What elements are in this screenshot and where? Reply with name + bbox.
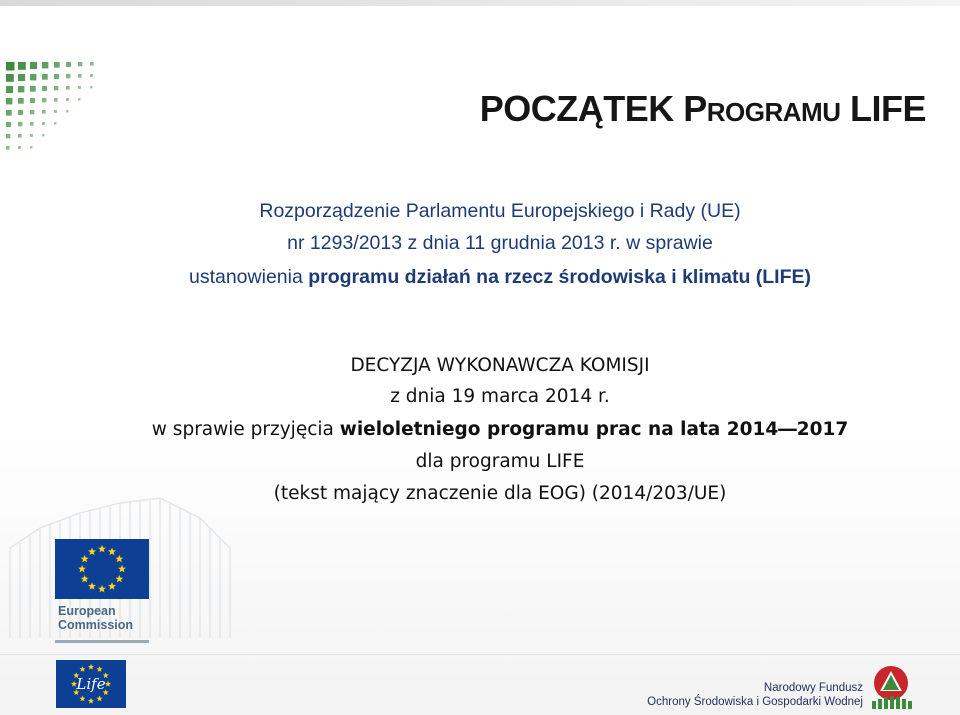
green-dot <box>90 86 93 89</box>
green-dot <box>42 74 48 80</box>
green-dot <box>18 122 22 126</box>
regulation-line-3-normal: ustanowienia <box>188 266 309 288</box>
life-logo-text: Life <box>76 675 106 693</box>
ec-underline <box>55 640 149 643</box>
nfosigw-line-2: Ochrony Środowiska i Gospodarki Wodnej <box>647 696 863 708</box>
green-dot <box>54 98 58 102</box>
ec-line-2: Commission <box>58 618 134 632</box>
green-dot <box>18 86 24 92</box>
decision-line-1: DECYZJA WYKONAWCZA KOMISJI <box>350 355 650 376</box>
decision-line-3-normal: w sprawie przyjęcia <box>151 419 340 440</box>
green-dot <box>18 146 21 149</box>
life-logo <box>56 660 126 708</box>
green-dot <box>54 74 59 79</box>
green-dot <box>42 134 45 137</box>
decision-line-3-bold: wieloletniego programu prac na lata 2014―2017 <box>339 419 849 440</box>
green-dot <box>30 122 34 126</box>
regulation-line-3 <box>40 266 960 289</box>
green-dot <box>54 86 58 90</box>
green-dot <box>30 74 36 80</box>
green-dot <box>18 110 23 115</box>
nfosigw-line-1: Narodowy Fundusz <box>763 682 863 694</box>
green-dot <box>42 110 46 114</box>
green-dot <box>66 98 69 101</box>
green-dot <box>6 62 15 71</box>
green-dot <box>54 110 57 113</box>
title-part-2: ROGRAMU <box>706 97 841 127</box>
nfosigw-logo <box>866 663 916 713</box>
decision-line-2: z dnia 19 marca 2014 r. <box>390 386 610 407</box>
decision-line-5: (tekst mający znaczenie dla EOG) (2014/203/UE) <box>273 483 727 504</box>
green-dot <box>42 98 46 102</box>
regulation-line-3-bold: programu działań na rzecz środowiska i klimatu (LIFE) <box>308 266 812 288</box>
ec-line-1: European <box>58 604 116 618</box>
green-dot <box>30 134 33 137</box>
green-dot <box>18 62 26 70</box>
green-dot <box>42 122 45 125</box>
green-dot <box>6 110 12 116</box>
green-dot <box>66 74 70 78</box>
green-dot <box>6 146 10 150</box>
green-dot <box>6 134 10 138</box>
green-dot <box>78 98 81 101</box>
green-dot <box>54 62 60 68</box>
green-dot <box>42 86 47 91</box>
regulation-line-2: nr 1293/2013 z dnia 11 grudnia 2013 r. w sprawie <box>287 232 713 254</box>
green-dot <box>30 98 35 103</box>
green-dot <box>18 98 24 104</box>
green-dot <box>66 62 71 67</box>
footer-divider <box>0 654 960 655</box>
green-dot <box>78 74 82 78</box>
green-dot <box>78 62 82 66</box>
european-commission-label <box>58 604 133 632</box>
green-dot <box>90 74 93 77</box>
green-dot <box>6 122 11 127</box>
green-dot <box>42 62 48 68</box>
green-dot <box>18 134 22 138</box>
slide-title <box>480 88 926 130</box>
eu-flag <box>55 539 149 599</box>
green-dot <box>6 74 14 82</box>
green-dot <box>66 110 69 113</box>
green-dot <box>30 86 36 92</box>
top-border <box>0 0 960 6</box>
green-dot <box>6 86 13 93</box>
decision-line-3 <box>40 419 960 440</box>
green-dot <box>30 62 37 69</box>
green-dot <box>66 86 70 90</box>
green-dot <box>18 74 25 81</box>
green-dot <box>30 110 34 114</box>
title-part-1: POCZĄTEK P <box>479 88 707 129</box>
green-dots-decoration <box>2 58 102 158</box>
decision-line-4: dla programu LIFE <box>415 451 585 472</box>
nfosigw-label <box>647 681 863 709</box>
green-dot <box>30 146 33 149</box>
green-dot <box>6 98 12 104</box>
title-part-3: LIFE <box>850 88 926 129</box>
green-dot <box>90 62 94 66</box>
regulation-line-1: Rozporządzenie Parlamentu Europejskiego i Rady (UE) <box>259 200 741 222</box>
green-dot <box>54 122 57 125</box>
green-dot <box>78 86 81 89</box>
